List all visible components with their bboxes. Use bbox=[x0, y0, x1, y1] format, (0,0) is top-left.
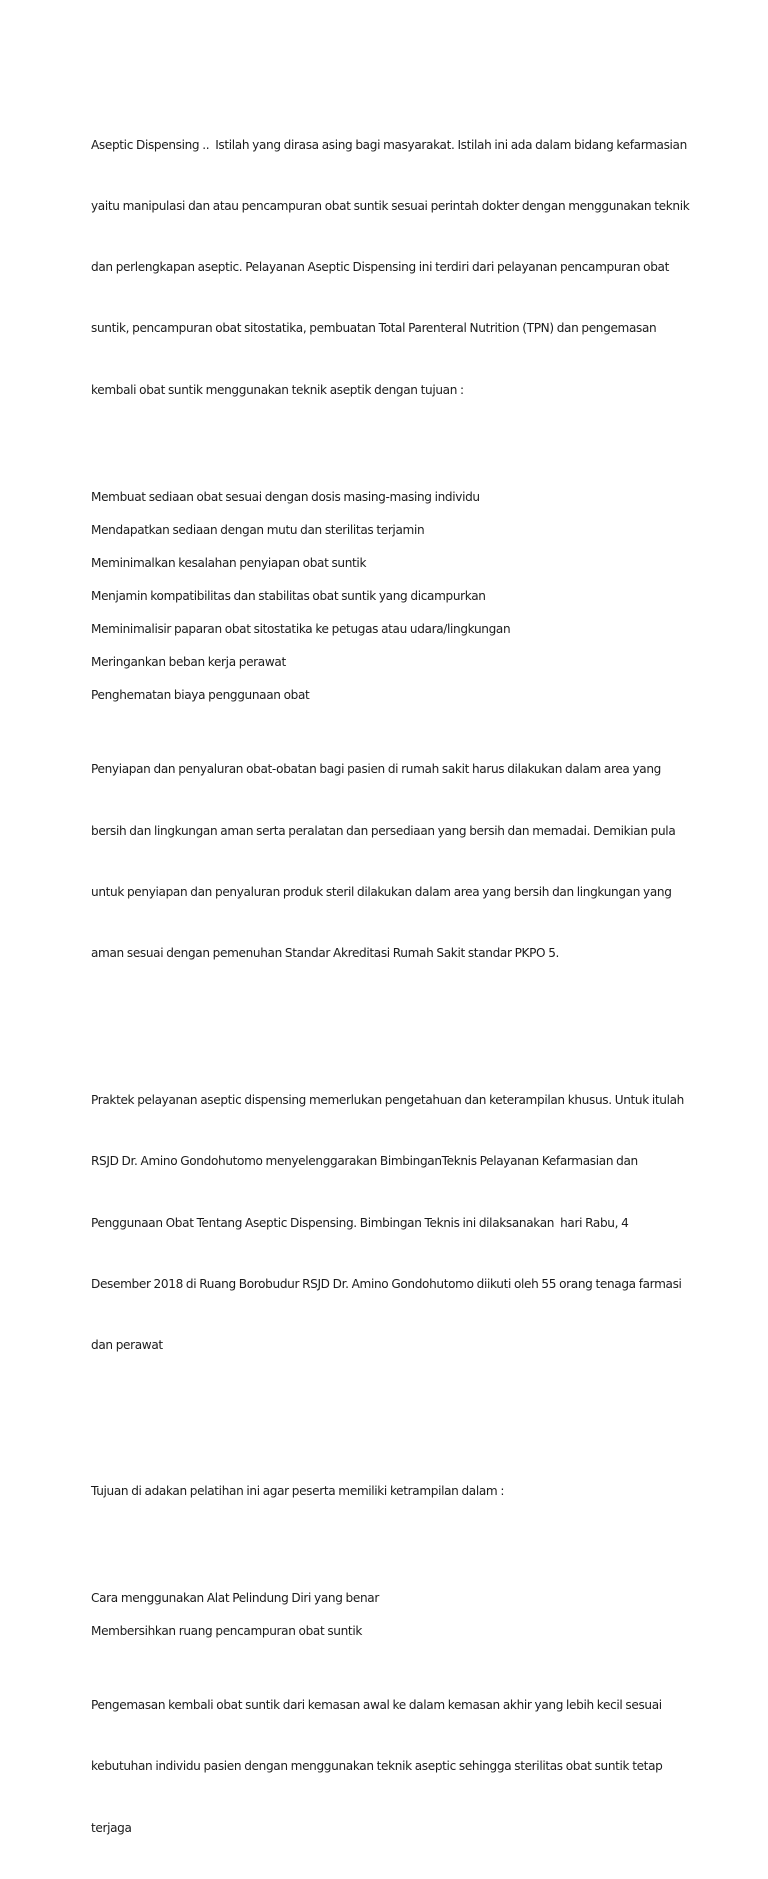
document-page bbox=[91, 94, 691, 1879]
intro-paragraph bbox=[91, 94, 691, 441]
text-line: aman sesuai dengan pemenuhan Standar Akreditasi Rumah Sakit standar PKPO 5. bbox=[91, 946, 560, 961]
list-item: Menjamin kompatibilitas dan stabilitas obat suntik yang dicampurkan bbox=[91, 589, 486, 604]
list-item: Meminimalkan kesalahan penyiapan obat suntik bbox=[91, 556, 367, 571]
repackaging-paragraph bbox=[91, 1654, 691, 1878]
goals-list bbox=[91, 487, 691, 706]
training-paragraph bbox=[91, 1049, 691, 1396]
list-item: Meringankan beban kerja perawat bbox=[91, 655, 286, 670]
list-item: Mendapatkan sediaan dengan mutu dan sterilitas terjamin bbox=[91, 523, 425, 537]
list-item: Cara menggunakan Alat Pelindung Diri yang benar bbox=[91, 1591, 379, 1606]
text-line: untuk penyiapan dan penyaluran produk steril dilakukan dalam area yang bersih dan lingkungan yang bbox=[91, 884, 672, 899]
text-line: yaitu manipulasi dan atau pencampuran obat suntik sesuai perintah dokter dengan menggunakan teknik bbox=[91, 199, 690, 214]
list-item: Membersihkan ruang pencampuran obat suntik bbox=[91, 1624, 362, 1639]
text-line: Penggunaan Obat Tentang Aseptic Dispensing. Bimbingan Teknis ini dilaksanakan hari Rabu, 4 bbox=[91, 1215, 629, 1230]
text-line: kebutuhan individu pasien dengan menggunakan teknik aseptic sehingga sterilitas obat suntik tetap bbox=[91, 1759, 663, 1774]
list-item: Penghematan biaya penggunaan obat bbox=[91, 688, 310, 703]
text-line: RSJD Dr. Amino Gondohutomo menyelenggarakan BimbinganTeknis Pelayanan Kefarmasian dan bbox=[91, 1154, 638, 1169]
text-line: Penyiapan dan penyaluran obat-obatan bagi pasien di rumah sakit harus dilakukan dalam area yang bbox=[91, 762, 661, 777]
text-line: terjaga bbox=[91, 1820, 132, 1835]
text-line: Desember 2018 di Ruang Borobudur RSJD Dr. Amino Gondohutomo diikuti oleh 55 orang tenaga farmasi bbox=[91, 1276, 682, 1291]
text-line: Aseptic Dispensing .. Istilah yang dirasa asing bagi masyarakat. Istilah ini ada dalam bidang kefarmasian bbox=[91, 137, 687, 152]
text-line: Praktek pelayanan aseptic dispensing memerlukan pengetahuan dan keterampilan khusus. Untuk itulah bbox=[91, 1093, 684, 1108]
text-line: kembali obat suntik menggunakan teknik aseptik dengan tujuan : bbox=[91, 382, 464, 397]
objective-paragraph bbox=[91, 1440, 691, 1542]
text-line: bersih dan lingkungan aman serta peralatan dan persediaan yang bersih dan memadai. Demikian pula bbox=[91, 823, 676, 838]
text-line: Pengemasan kembali obat suntik dari kemasan awal ke dalam kemasan akhir yang lebih kecil sesuai bbox=[91, 1698, 662, 1713]
list-item: Membuat sediaan obat sesuai dengan dosis masing-masing individu bbox=[91, 489, 480, 504]
text-line: Tujuan di adakan pelatihan ini agar peserta memiliki ketrampilan dalam : bbox=[91, 1483, 505, 1498]
list-item: Meminimalisir paparan obat sitostatika ke petugas atau udara/lingkungan bbox=[91, 622, 511, 637]
text-line: dan perlengkapan aseptic. Pelayanan Aseptic Dispensing ini terdiri dari pelayanan pencampuran obat bbox=[91, 260, 669, 275]
text-line: suntik, pencampuran obat sitostatika, pembuatan Total Parenteral Nutrition (TPN) dan pengemasan bbox=[91, 321, 657, 336]
text-line: dan perawat bbox=[91, 1337, 163, 1352]
skills-list bbox=[91, 1588, 691, 1642]
facility-paragraph bbox=[91, 719, 691, 1005]
